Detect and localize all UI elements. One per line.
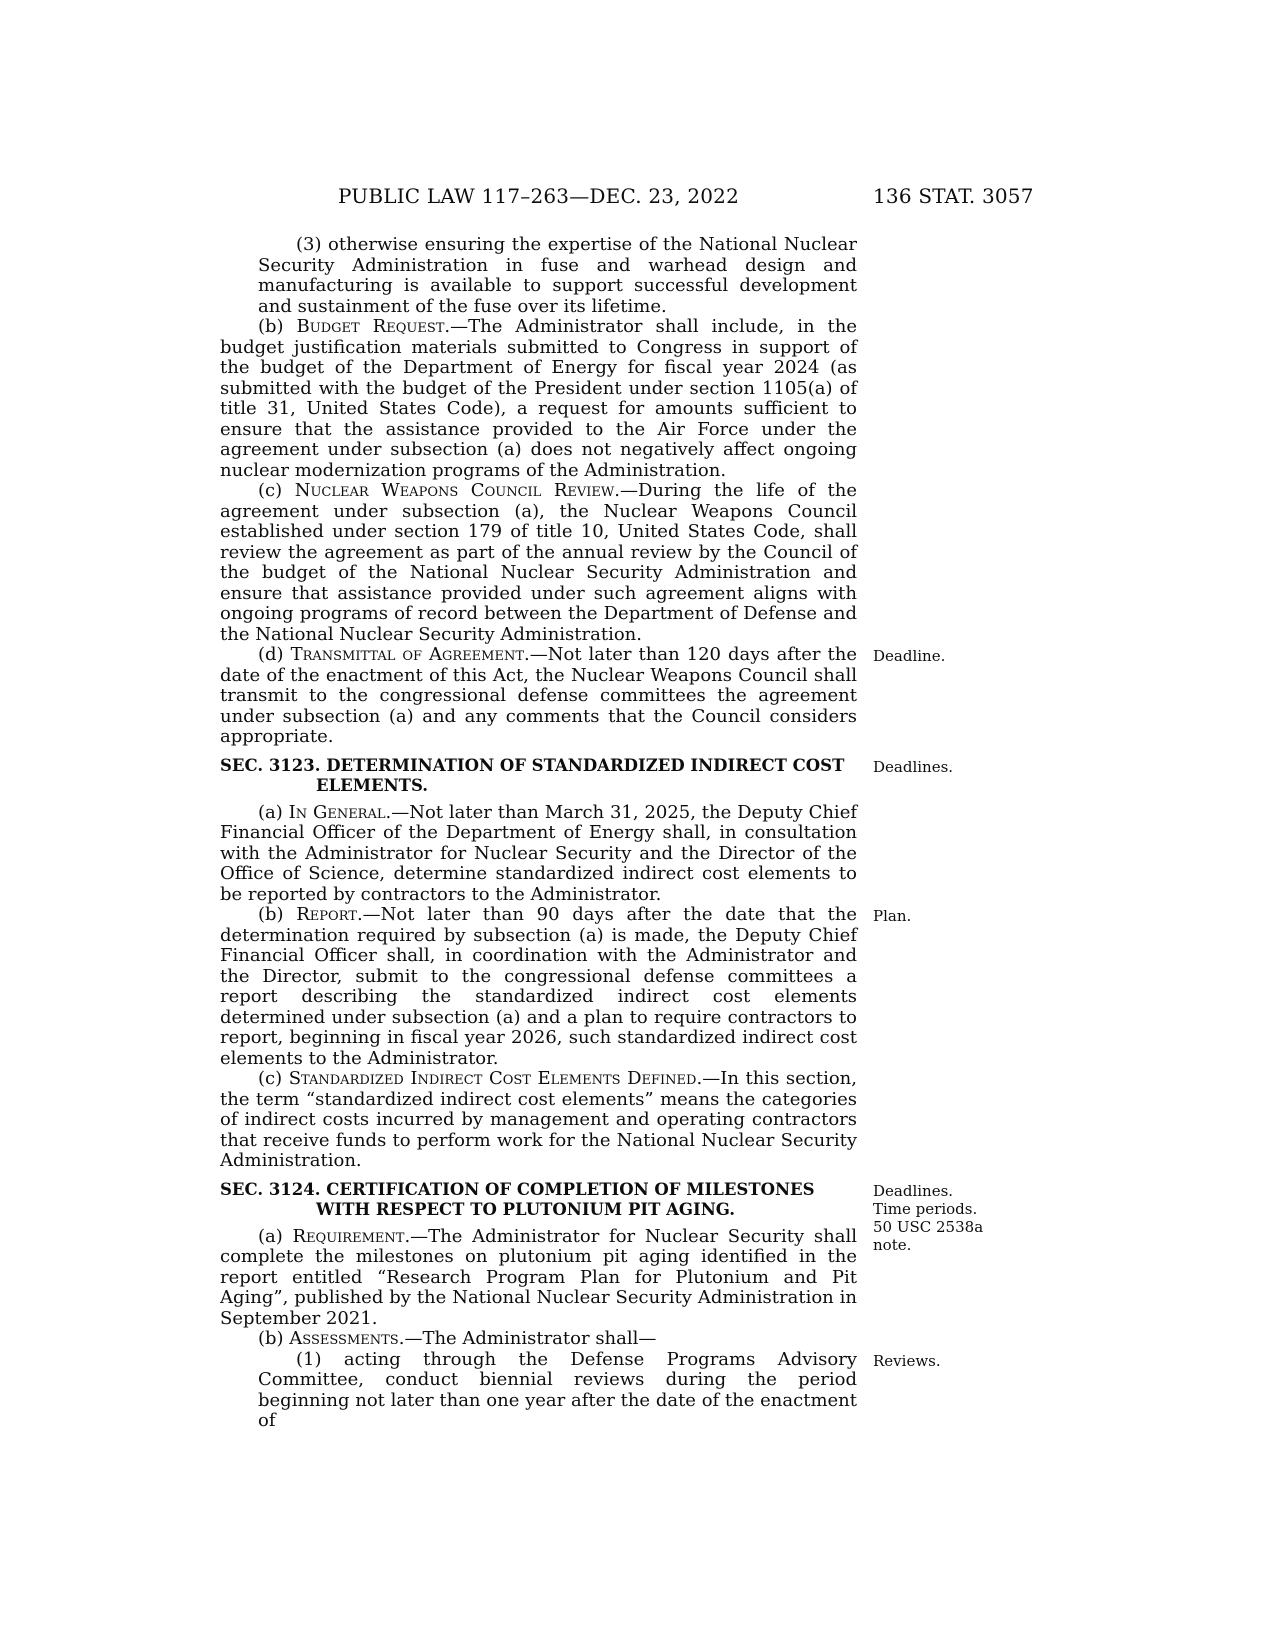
paragraph-row-b-assessments — [220, 1329, 1020, 1350]
paragraph-c-standardized-elements-defined — [220, 1069, 857, 1172]
paragraph-text: .—In this section, the term “standardized indirect cost elements” means the categories of indirect costs incurred by management and operating contractors that receive funds to perform work for the National Nuclear Security Administration. — [220, 1068, 857, 1171]
margin-note-cell — [873, 905, 997, 1069]
section-heading-row-3123 — [220, 748, 1020, 803]
paragraph-lead: (b) — [258, 1328, 290, 1349]
paragraph-text: .—Not later than 90 days after the date that the determination required by subsection (a) is made, the Deputy Chief Financial Officer shall, in coordination with the Administrator and the Director, submit to the congressional defense committees a report describing the standardized indirect cost elements determined under subsection (a) and a plan to require contractors to report, beginning in fiscal year 2026, such standardized indirect cost elements to the Administrator. — [220, 904, 857, 1069]
paragraph-text: .—The Administrator for Nuclear Security shall complete the milestones on plutonium pit aging identified in the report entitled “Research Program Plan for Plutonium and Pit Aging”, published by the National Nuclear Security Administration in September 2021. — [220, 1225, 858, 1329]
smallcaps-heading: Requirement — [292, 1225, 405, 1247]
paragraph-row-b-report — [220, 905, 1020, 1069]
margin-note-deadline: Deadline. — [873, 647, 946, 665]
smallcaps-heading: In General — [288, 801, 386, 823]
paragraph-row-b-budget-request — [220, 317, 1020, 481]
smallcaps-heading: Assessments — [289, 1328, 399, 1349]
page-header — [220, 184, 1034, 208]
smallcaps-heading: Standardized Indirect Cost Elements Defined — [288, 1068, 697, 1089]
paragraph-text: (3) otherwise ensuring the expertise of the National Nuclear Security Administration in fuse and warhead design and manufacturing is available to support successful development and sustainment of the fuse over its lifetime. — [258, 234, 857, 317]
paragraph-row-1-biennial-reviews — [220, 1350, 1020, 1432]
paragraph-lead: (a) — [258, 801, 289, 823]
margin-note-plan: Plan. — [873, 907, 912, 925]
paragraph-c-nuclear-weapons-council-review — [220, 481, 857, 645]
paragraph-row-c-nwc-review — [220, 481, 1020, 645]
smallcaps-heading: Transmittal of Agreement — [290, 644, 525, 665]
margin-note-deadlines: Deadlines. — [873, 757, 954, 776]
paragraph-lead: (b) — [258, 316, 297, 337]
paragraph-text: .—Not later than 120 days after the date of the enactment of this Act, the Nuclear Weapons Council shall transmit to the congressional defense committees the agreement under subsection (a) and any comments that the Council considers appropriate. — [220, 644, 857, 747]
stat-page-number: 136 STAT. 3057 — [873, 184, 1034, 208]
paragraph-text: .—Not later than March 31, 2025, the Deputy Chief Financial Officer of the Department of Energy shall, in consultation with the Administrator for Nuclear Security and the Director of the Office of Science, determine standardized indirect cost elements to be reported by contractors to the Administrator. — [220, 801, 858, 905]
paragraph-text: .—During the life of the agreement under subsection (a), the Nuclear Weapons Council established under section 179 of title 10, United States Code, shall review the agreement as part of the annual review by the Council of the budget of the National Nuclear Security Administration and ensure that assistance provided under such agreement aligns with ongoing programs of record between the Department of Defense and the National Nuclear Security Administration. — [220, 480, 857, 645]
section-heading-3123: SEC. 3123. DETERMINATION OF STANDARDIZED INDIRECT COST ELEMENTS. — [220, 755, 845, 795]
paragraph-a-in-general — [220, 803, 857, 906]
paragraph-row-c-elements-defined — [220, 1069, 1020, 1172]
margin-note-reviews: Reviews. — [873, 1351, 941, 1370]
paragraph-b-budget-request — [220, 317, 857, 481]
paragraph-row-d-transmittal — [220, 645, 1020, 748]
paragraph-text: (1) acting through the Defense Programs Advisory Committee, conduct biennial reviews during the period beginning not later than one year after the date of the enactment of — [258, 1348, 857, 1431]
law-title: PUBLIC LAW 117–263—DEC. 23, 2022 — [337, 184, 740, 208]
paragraph-row-3-continuation — [220, 235, 1020, 317]
margin-note-usc-citation: 50 USC 2538a note. — [873, 1217, 984, 1254]
smallcaps-heading: Report — [296, 904, 357, 925]
page-content — [220, 184, 1034, 1432]
paragraph-lead: (d) — [258, 644, 291, 665]
margin-note-time-periods: Time periods. — [873, 1199, 978, 1218]
paragraph-a-requirement — [220, 1227, 857, 1330]
margin-note-cell — [873, 756, 997, 797]
paragraph-text: .—The Administrator shall— — [398, 1328, 657, 1349]
margin-note-cell — [873, 1350, 997, 1432]
margin-note-deadlines: Deadlines. — [873, 1181, 954, 1200]
paragraph-text: .—The Administrator shall include, in the budget justification materials submitted to Congress in support of the budget of the Department of Energy for fiscal year 2024 (as submitted with the budget of the President under section 1105(a) of title 31, United States Code), a request for amounts sufficient to ensure that the assistance provided to the Air Force under the agreement under subsection (a) does not negatively affect ongoing nuclear modernization programs of the Administration. — [220, 316, 857, 481]
section-heading-3124: SEC. 3124. CERTIFICATION OF COMPLETION OF MILESTONES WITH RESPECT TO PLUTONIUM PIT AGING. — [220, 1179, 815, 1219]
paragraph-1-biennial-reviews — [220, 1350, 857, 1432]
paragraph-b-report — [220, 905, 857, 1069]
paragraph-row-a-in-general — [220, 803, 1020, 906]
paragraph-lead: (b) — [258, 904, 297, 925]
smallcaps-heading: Nuclear Weapons Council Review — [294, 480, 615, 501]
paragraph-lead: (c) — [258, 1068, 289, 1089]
margin-note-group — [873, 1182, 997, 1254]
margin-note-cell — [873, 645, 997, 748]
paragraph-lead: (a) — [258, 1225, 293, 1247]
paragraph-d-transmittal-of-agreement — [220, 645, 857, 748]
paragraph-3 — [220, 235, 857, 317]
paragraph-lead: (c) — [258, 480, 295, 501]
paragraph-b-assessments — [220, 1329, 857, 1350]
smallcaps-heading: Budget Request — [296, 316, 445, 337]
margin-note-cell — [873, 1180, 997, 1254]
